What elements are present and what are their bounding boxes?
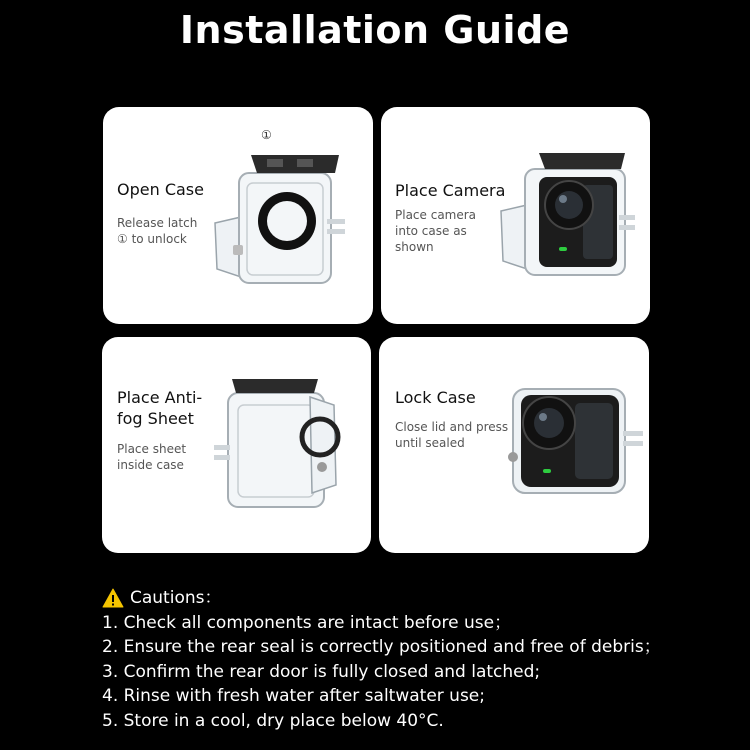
warning-triangle-icon [102, 588, 124, 608]
lock-case-illustration [505, 381, 647, 499]
caution-item: 2. Ensure the rear seal is correctly positioned and free of debris； [102, 637, 661, 657]
page-title: Installation Guide [179, 8, 571, 52]
caution-item: 4. Rinse with fresh water after saltwater use; [102, 686, 485, 706]
step-title: Place Camera [395, 181, 506, 200]
caution-item: 1. Check all components are intact before use； [102, 612, 512, 633]
cautions-heading-row [102, 586, 722, 611]
open-case-illustration [211, 151, 351, 287]
step-card-place-camera [381, 107, 650, 324]
anti-fog-sheet-illustration [214, 375, 354, 515]
cautions-section [102, 586, 722, 733]
step-title: Place Anti- fog Sheet [117, 388, 203, 428]
step-description: Place sheet inside case [117, 442, 187, 472]
caution-item: 3. Confirm the rear door is fully closed and latched; [102, 661, 541, 682]
step-card-lock-case [379, 337, 649, 553]
place-camera-illustration [499, 151, 639, 281]
caution-item: 5. Store in a cool, dry place below 40°C. [102, 710, 444, 731]
step-title: Lock Case [395, 388, 476, 407]
step-title: Open Case [117, 180, 204, 199]
step-description: Close lid and press until sealed [395, 420, 509, 450]
step-description: Release latch ① to unlock [117, 216, 198, 246]
step-card-open-case [103, 107, 373, 324]
step-card-place-anti-fog-sheet [102, 337, 371, 553]
latch-marker: ① [261, 128, 272, 142]
cautions-heading: Cautions： [130, 588, 222, 608]
step-description: Place camera into case as shown [395, 208, 477, 254]
